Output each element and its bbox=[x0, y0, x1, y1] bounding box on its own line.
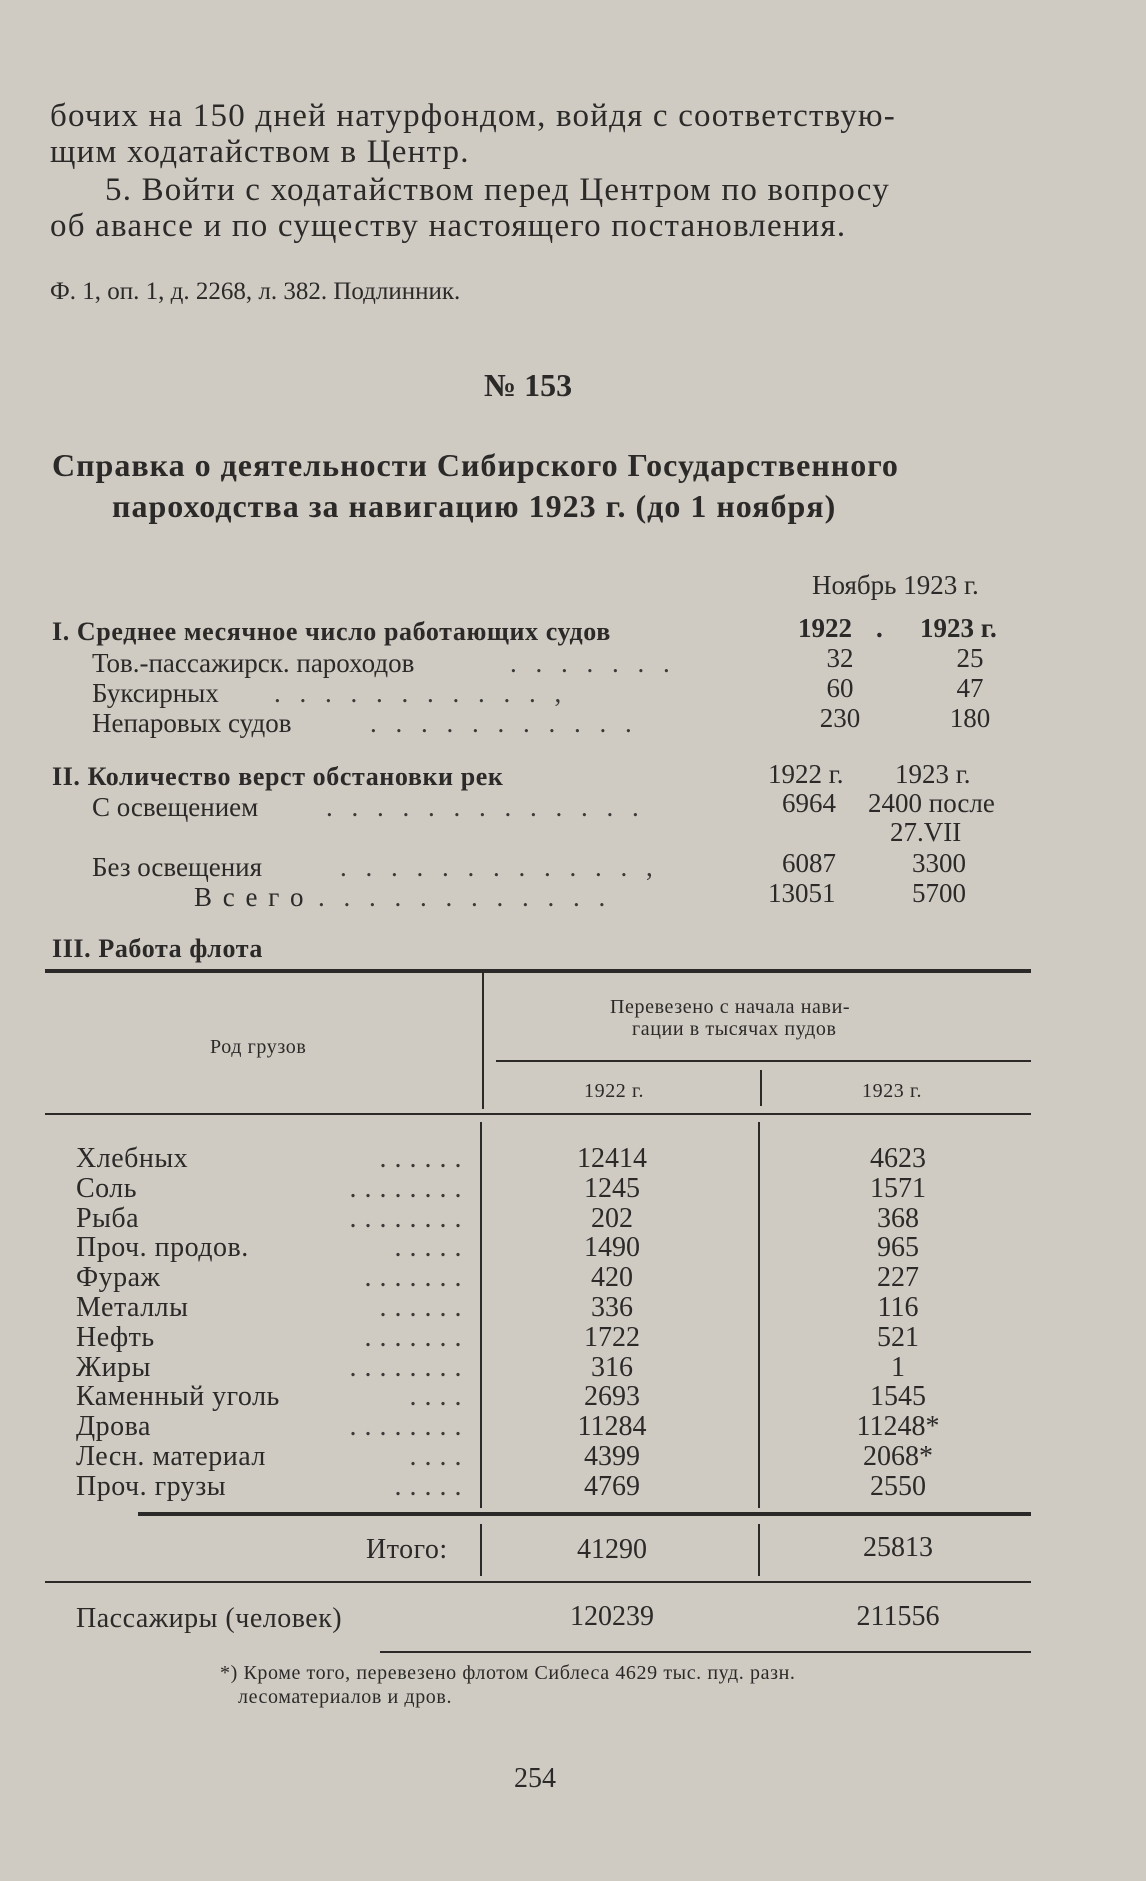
leader-dots: . . . . . . . . . . . bbox=[370, 708, 638, 738]
table-divider bbox=[758, 1524, 760, 1576]
passengers-rule bbox=[45, 1581, 1031, 1583]
table-divider bbox=[496, 1060, 1031, 1062]
table-header-rule bbox=[45, 1113, 1031, 1115]
total-1922: 41290 bbox=[577, 1534, 647, 1565]
section-2-value-1923: 2400 после bbox=[868, 788, 995, 818]
document-number: № 153 bbox=[484, 367, 573, 403]
column-header-1923: 1923 г. bbox=[862, 1080, 923, 1102]
cargo-label: Проч. грузы bbox=[76, 1471, 227, 1502]
cargo-label: Фураж bbox=[76, 1262, 161, 1293]
section-1-value-1923: 25 bbox=[956, 643, 984, 673]
leader-dots: . . . . bbox=[409, 1441, 462, 1472]
page-number: 254 bbox=[514, 1763, 556, 1794]
value-1922: 12414 bbox=[577, 1143, 647, 1174]
value-1923: 116 bbox=[877, 1292, 919, 1323]
passengers-1923: 211556 bbox=[856, 1601, 940, 1632]
value-1922: 202 bbox=[591, 1203, 633, 1234]
value-1923: 1 bbox=[891, 1352, 905, 1383]
section-1-value-1922: 32 bbox=[826, 643, 854, 673]
value-1923: 227 bbox=[877, 1262, 919, 1293]
table-divider bbox=[760, 1070, 762, 1106]
group-header-line-1: Перевезено с начала нави- bbox=[610, 996, 851, 1018]
section-2-row-label: С освещением bbox=[92, 792, 259, 822]
date-header: Ноябрь 1923 г. bbox=[812, 570, 979, 600]
table-divider bbox=[482, 973, 484, 1109]
section-3-heading: III. Работа флота bbox=[52, 934, 264, 963]
value-1923: 2068* bbox=[863, 1441, 933, 1472]
value-1922: 1722 bbox=[584, 1322, 640, 1353]
section-1-row-label: Тов.-пассажирск. пароходов bbox=[92, 648, 415, 678]
section-1-col-1922: 1922 bbox=[798, 613, 852, 643]
cargo-label: Хлебных bbox=[76, 1143, 189, 1174]
section-2-heading: II. Количество верст обстановки рек bbox=[52, 762, 504, 791]
value-1922: 420 bbox=[591, 1262, 633, 1293]
cargo-label: Соль bbox=[76, 1173, 138, 1204]
leader-dots: . . . . . . . . bbox=[349, 1352, 462, 1383]
value-1922: 1490 bbox=[584, 1232, 640, 1263]
section-2-col-1922: 1922 г. bbox=[768, 759, 844, 789]
section-2-value-1923: 3300 bbox=[912, 848, 966, 878]
leader-dots: . . . . . . . . . . . . bbox=[318, 882, 612, 912]
section-2-col-1923: 1923 г. bbox=[895, 759, 971, 789]
section-1-heading: I. Среднее месячное число работающих судов bbox=[52, 617, 611, 646]
section-1-row-label: Непаровых судов bbox=[92, 708, 292, 738]
total-label: Итого: bbox=[366, 1534, 448, 1565]
bottom-rule bbox=[380, 1651, 1031, 1653]
table-divider bbox=[480, 1122, 482, 1508]
section-2-value-1922: 6087 bbox=[782, 848, 836, 878]
section-1-value-1922: 230 bbox=[819, 703, 861, 733]
table-top-rule bbox=[45, 969, 1031, 973]
section-1-col-1923: 1923 г. bbox=[920, 613, 997, 643]
value-1922: 336 bbox=[591, 1292, 633, 1323]
leader-dots: . . . . . . . . bbox=[349, 1203, 462, 1234]
cargo-label: Нефть bbox=[76, 1322, 155, 1353]
passengers-label: Пассажиры (человек) bbox=[76, 1603, 343, 1634]
footnote-line-1: *) Кроме того, перевезено флотом Сиблеса 4629 тыс. пуд. разн. bbox=[220, 1662, 796, 1684]
leader-dots: . . . . . . bbox=[379, 1292, 462, 1323]
document-title-line-2: пароходства за навигацию 1923 г. (до 1 ноября) bbox=[112, 488, 837, 524]
value-1923: 2550 bbox=[870, 1471, 926, 1502]
leader-dots: . . . . . . . . . . . . , bbox=[340, 852, 659, 882]
section-1-value-1923: 47 bbox=[956, 673, 984, 703]
value-1923: 368 bbox=[877, 1203, 919, 1234]
leader-dots: . . . . . bbox=[394, 1471, 462, 1502]
value-1923: 4623 bbox=[870, 1143, 926, 1174]
leader-dots: . . . . . . . bbox=[364, 1262, 462, 1293]
column-header-1922: 1922 г. bbox=[584, 1080, 645, 1102]
leader-dots: . . . . bbox=[409, 1381, 462, 1412]
leader-dots: . . . . . . bbox=[379, 1143, 462, 1174]
archive-citation: Ф. 1, оп. 1, д. 2268, л. 382. Подлинник. bbox=[50, 278, 461, 305]
total-1923: 25813 bbox=[863, 1532, 933, 1563]
section-2-total-1922: 13051 bbox=[768, 878, 836, 908]
leader-dots: . . . . . . . . . . . . . bbox=[326, 792, 645, 822]
table-divider bbox=[758, 1122, 760, 1508]
paragraph-line-2: щим ходатайством в Центр. bbox=[50, 134, 470, 170]
footnote-line-2: лесоматериалов и дров. bbox=[238, 1686, 453, 1708]
section-1-value-1923: 180 bbox=[949, 703, 991, 733]
value-1922: 4399 bbox=[584, 1441, 640, 1472]
section-2-total-label: В с е г о bbox=[194, 882, 306, 912]
leader-dots: . . . . . bbox=[394, 1232, 462, 1263]
value-1923: 521 bbox=[877, 1322, 919, 1353]
table-divider bbox=[480, 1524, 482, 1576]
group-header-line-2: гации в тысячах пудов bbox=[632, 1018, 837, 1040]
paragraph-line-4: об авансе и по существу настоящего постановления. bbox=[50, 208, 847, 244]
total-rule bbox=[138, 1512, 1031, 1516]
cargo-label: Дрова bbox=[76, 1411, 151, 1442]
cargo-label: Проч. продов. bbox=[76, 1232, 249, 1263]
value-1922: 1245 bbox=[584, 1173, 640, 1204]
leader-dots: . . . . . . . bbox=[510, 648, 676, 678]
section-1-value-1922: 60 bbox=[826, 673, 854, 703]
paragraph-line-3: 5. Войти с ходатайством перед Центром по вопросу bbox=[105, 172, 890, 208]
passengers-1922: 120239 bbox=[570, 1601, 654, 1632]
paragraph-line-1: бочих на 150 дней натурфондом, войдя с соответствую- bbox=[50, 98, 896, 134]
section-1-row-label: Буксирных bbox=[92, 678, 219, 708]
value-1923: 1571 bbox=[870, 1173, 926, 1204]
section-2-value-1922: 6964 bbox=[782, 788, 836, 818]
cargo-label: Рыба bbox=[76, 1203, 140, 1234]
value-1923: 1545 bbox=[870, 1381, 926, 1412]
leader-dots: . . . . . . . . bbox=[349, 1411, 462, 1442]
leader-dots: . . . . . . . . bbox=[349, 1173, 462, 1204]
value-1922: 4769 bbox=[584, 1471, 640, 1502]
cargo-label: Жиры bbox=[76, 1352, 151, 1383]
section-2-total-1923: 5700 bbox=[912, 878, 966, 908]
cargo-label: Металлы bbox=[76, 1292, 189, 1323]
leader-dots: . . . . . . . bbox=[364, 1322, 462, 1353]
section-2-value-1923-note: 27.VII bbox=[890, 817, 962, 847]
value-1923: 965 bbox=[877, 1232, 919, 1263]
document-title-line-1: Справка о деятельности Сибирского Государственного bbox=[52, 447, 899, 483]
document-page: бочих на 150 дней натурфондом, войдя с соответствую- щим ходатайством в Центр. 5. Войти с ходатайством перед Центром по вопросу об авансе и по существу настоящего постановления. Ф. 1, оп. 1, д. 2268, л. 382. Подлинник. № 153 Справка о деятельности Сибирского Государственного пароходства за навигацию 1923 г. (до 1 ноября) Ноябрь 1923 г. I. Среднее месячное число работающих судов 1922 . 1923 г. Тов.-пассажирск. пароходов . . . . . . . 32 25 Буксирных . . . . . . . . . . . , 60 47 Непаровых судов . . . . . . . . . . . 230 180 II. Количество верст обстановки рек 1922 г. 1923 г. С освещением . . . . . . . . . . . . . 6964 2400 после 27.VII Без освещения . . . . . . . . . . . . , 6087 3300 В с е г о . . . . . . . . . . . . 13051 5700 III. Работа флота Род грузов Перевезено с начала нави- гации в тысячах пудов 1922 г. 1923 г. Хлебных . . . . . . 12414 4623 Соль . . . . . . . . 1245 1571 Рыба . . . . . . . . 202 368 Проч. продов. . . . . . 1490 965 Фураж . . . . . . . 420 227 Металлы . . . . . . 336 116 Нефть . . . . . . . 1722 521 Жиры . . . . . . . . 316 1 Каменный уголь . . . . 2693 1545 Дрова . . . . . . . . 11284 11248* Лесн. материал . . . . 4399 2068* Проч. грузы . . . . . 4769 2550 Итого: 41290 25813 Пассажиры (человек) 120239 211556 *) Кроме того, перевезено флотом Сиблеса 4629 тыс. пуд. разн. лесоматериалов и дров. 254 bbox=[0, 0, 1146, 1881]
leader-dots: . . . . . . . . . . . , bbox=[274, 678, 568, 708]
value-1922: 11284 bbox=[577, 1411, 647, 1442]
section-2-row-label: Без освещения bbox=[92, 852, 263, 882]
cargo-label: Каменный уголь bbox=[76, 1381, 280, 1412]
cargo-label: Лесн. материал bbox=[76, 1441, 266, 1472]
value-1922: 2693 bbox=[584, 1381, 640, 1412]
value-1922: 316 bbox=[591, 1352, 633, 1383]
column-header-cargo: Род грузов bbox=[210, 1036, 307, 1058]
value-1923: 11248* bbox=[856, 1411, 940, 1442]
